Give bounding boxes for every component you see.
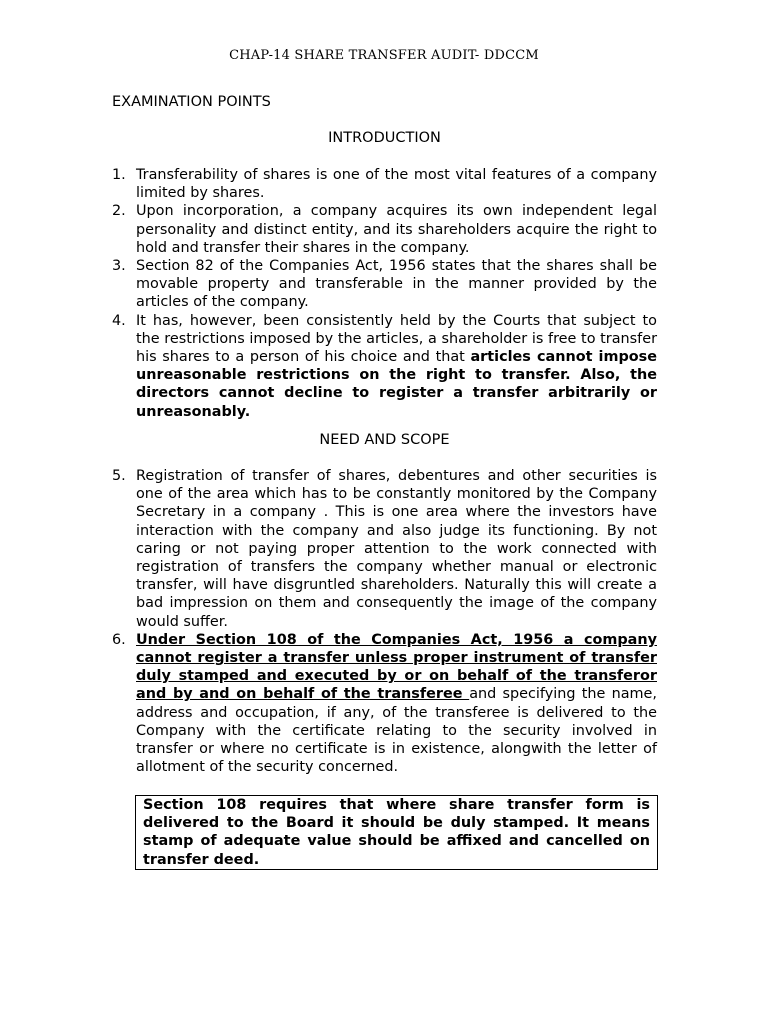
list-item-number: 4.: [112, 312, 126, 329]
list-item-text: It has, however, been consistently held by the Courts that subject to the restrictions imposed by the articles, a shareholder is free to transfer his shares to a person of his choice and that: [136, 312, 657, 366]
list-item-text: and specifying the name, address and occupation, if any, of the transferee is delivered to the Company with the certificate relating to the security involved in transfer or where no certificate is in existence, alongwith the letter of allotment of the security concerned.: [136, 686, 657, 776]
list-item-text: Registration of transfer of shares, debentures and other securities is one of the area which has to be constantly monitored by the Company Secretary in a company . This is one area where the investors have interaction with the company and also judge its functioning. By not caring or not paying proper attention to the work connected with registration of transfers the company whether manual or electronic transfer, will have disgruntled shareholders. Naturally this will create a bad impression on them and consequently the image of the company would suffer.: [136, 468, 657, 630]
list-item-number: 1.: [112, 167, 126, 183]
list-item: [112, 631, 657, 777]
introduction-list: [112, 166, 657, 421]
list-item: [112, 166, 657, 202]
list-item-text-bold-underline: Under Section 108 of the Companies Act, 1956 a company cannot register a transfer unless proper instrument of transfer duly stamped and executed by or on behalf of the transferor and by and on behalf of the transferee: [136, 631, 657, 703]
list-item-number: 6.: [112, 631, 126, 648]
list-item: [112, 202, 657, 257]
list-item-number: 3.: [112, 258, 126, 275]
heading-introduction: INTRODUCTION: [328, 130, 441, 146]
list-item-text: Upon incorporation, a company acquires its own independent legal personality and distinct entity, and its shareholders acquire the right to hold and transfer their shares in the company.: [136, 203, 657, 256]
need-and-scope-list: [112, 467, 657, 776]
list-item-text: Transferability of shares is one of the most vital features of a company limited by shares.: [136, 167, 657, 202]
list-item: [112, 467, 657, 631]
list-item-number: 2.: [112, 203, 126, 220]
list-item-text: Section 82 of the Companies Act, 1956 states that the shares shall be movable property and transferable in the manner provided by the articles of the company.: [136, 258, 657, 311]
list-item: [112, 257, 657, 312]
list-item-text-bold: articles cannot impose unreasonable restrictions on the right to transfer. Also, the directors cannot decline to register a transfer arbitrarily or unreasonably.: [136, 349, 657, 420]
document-title: CHAP-14 SHARE TRANSFER AUDIT- DDCCM: [229, 48, 539, 63]
section-108-note-box: Section 108 requires that where share transfer form is delivered to the Board it should be duly stamped. It means stamp of adequate value should be affixed and cancelled on transfer deed.: [135, 795, 658, 870]
list-item-number: 5.: [112, 468, 126, 484]
list-item: [112, 312, 657, 421]
heading-examination-points: EXAMINATION POINTS: [112, 94, 271, 110]
heading-need-and-scope: NEED AND SCOPE: [319, 432, 450, 448]
